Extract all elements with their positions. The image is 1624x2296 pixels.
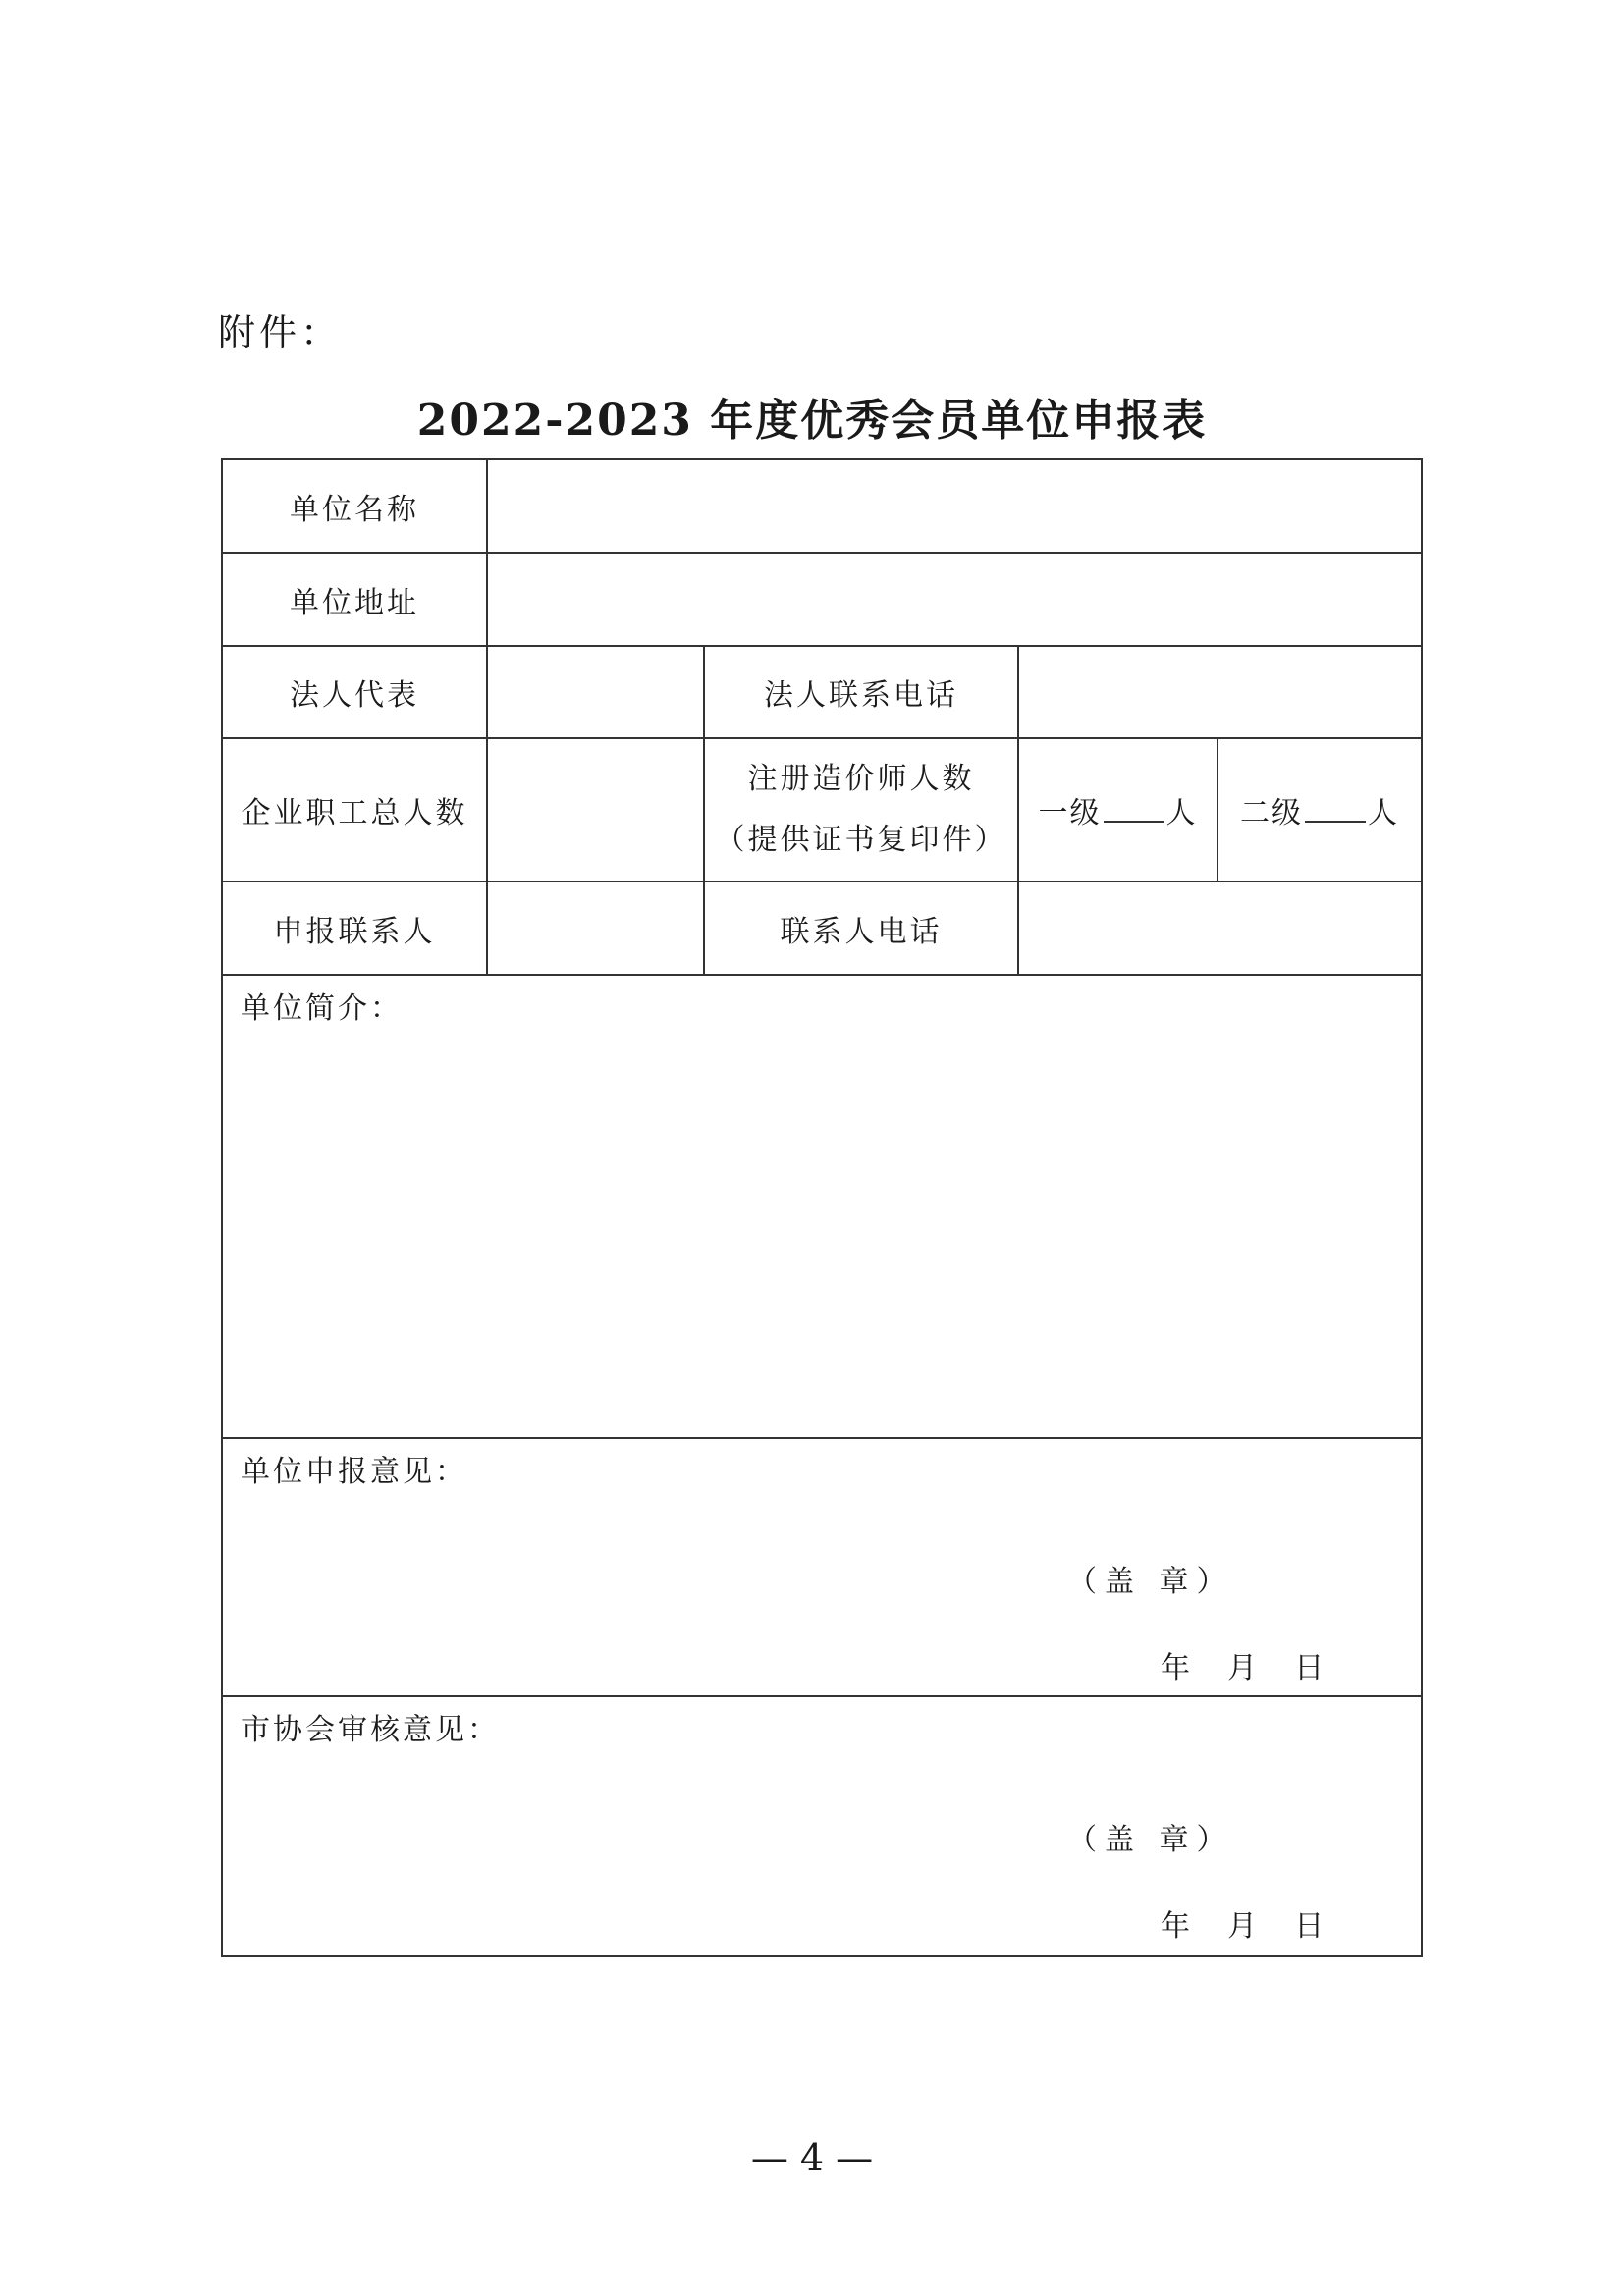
- unit-opinion-seal: （盖 章）: [1067, 1565, 1234, 1599]
- association-opinion-label: 市协会审核意见：: [241, 1713, 500, 1747]
- page-title: 2022-2023 年度优秀会员单位申报表: [416, 396, 1208, 446]
- level2-count-cell: [1218, 738, 1422, 881]
- association-opinion-field[interactable]: [222, 1696, 1422, 1956]
- legal-rep-field[interactable]: [487, 646, 704, 738]
- cost-engineers-label-line2: （提供证书复印件）: [715, 823, 1007, 857]
- level1-count-cell: [1018, 738, 1218, 881]
- unit-address-label: 单位地址: [222, 553, 487, 646]
- unit-intro-field[interactable]: [222, 975, 1422, 1438]
- row-contact: [222, 881, 1422, 975]
- contact-phone-field[interactable]: [1018, 881, 1422, 975]
- level1-unit: 人: [1165, 796, 1198, 830]
- unit-name-field[interactable]: [487, 459, 1422, 553]
- unit-name-label: 单位名称: [222, 459, 487, 553]
- unit-intro-label: 单位简介：: [241, 991, 403, 1026]
- level1-prefix: 一级: [1038, 796, 1102, 830]
- staff-total-label: 企业职工总人数: [222, 738, 487, 881]
- row-staff-and-engineers: [222, 738, 1422, 881]
- level2-count-blank[interactable]: [1305, 795, 1366, 823]
- unit-opinion-label: 单位申报意见：: [241, 1455, 467, 1489]
- unit-opinion-field[interactable]: [222, 1438, 1422, 1696]
- association-opinion-seal: （盖 章）: [1067, 1823, 1234, 1857]
- contact-label: 申报联系人: [222, 881, 487, 975]
- contact-field[interactable]: [487, 881, 704, 975]
- unit-address-field[interactable]: [487, 553, 1422, 646]
- contact-phone-label: 联系人电话: [704, 881, 1018, 975]
- attachment-label: 附件：: [218, 311, 343, 354]
- legal-phone-label: 法人联系电话: [704, 646, 1018, 738]
- cost-engineers-label-line1: 注册造价师人数: [747, 762, 975, 796]
- page-number: — 4 —: [750, 2136, 874, 2179]
- row-unit-intro: [222, 975, 1422, 1438]
- row-unit-name: [222, 459, 1422, 553]
- level1-count-blank[interactable]: [1104, 795, 1164, 823]
- application-form-table: [221, 458, 1423, 1957]
- legal-rep-label: 法人代表: [222, 646, 487, 738]
- level2-unit: 人: [1368, 796, 1399, 830]
- association-opinion-date: 年 月 日: [1161, 1909, 1325, 1944]
- staff-total-field[interactable]: [487, 738, 704, 881]
- row-unit-address: [222, 553, 1422, 646]
- cost-engineers-label: [704, 738, 1018, 881]
- row-association-opinion: [222, 1696, 1422, 1956]
- level2-prefix: 二级: [1240, 796, 1303, 830]
- legal-phone-field[interactable]: [1018, 646, 1422, 738]
- unit-opinion-date: 年 月 日: [1161, 1651, 1325, 1685]
- row-unit-opinion: [222, 1438, 1422, 1696]
- row-legal-representative: [222, 646, 1422, 738]
